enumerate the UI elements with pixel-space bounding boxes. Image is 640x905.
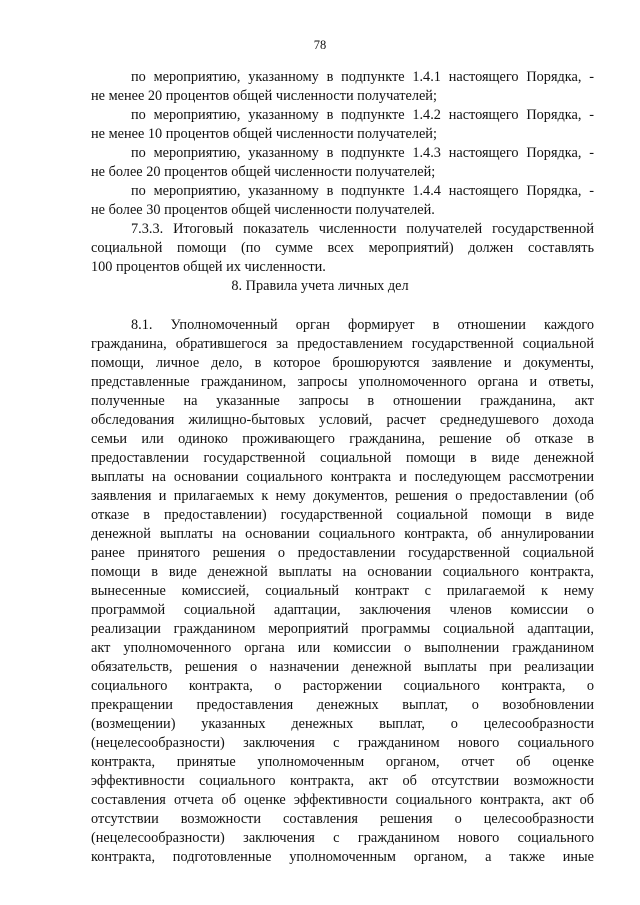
text-line: помощи, личное дело, в которое брошюруются заявление и документы, [91,355,594,371]
text-line: программой социальной адаптации, заключения членов комиссии о [91,602,594,618]
text-line: отказе в предоставлении) государственной социальной помощи в виде [91,507,594,523]
text-line: ранее принятого решения о предоставлении государственной социальной [91,545,594,561]
text-line: заявления и прилагаемых к нему документов, решения о предоставлении (об [91,488,594,504]
text-line: вынесенные комиссией, социальный контракт с прилагаемой к нему [91,583,594,599]
text-line: обследования жилищно-бытовых условий, расчет среднедушевого дохода [91,412,594,428]
text-line: гражданина, обратившегося за предоставлением государственной социальной [91,336,594,352]
text-line: по мероприятию, указанному в подпункте 1.4.3 настоящего Порядка, - [131,145,594,161]
text-line: акт уполномоченного органа или комиссии о выполнении гражданином [91,640,594,656]
text-line: 8.1. Уполномоченный орган формирует в отношении каждого [131,317,594,333]
text-line: по мероприятию, указанному в подпункте 1.4.2 настоящего Порядка, - [131,107,594,123]
text-line: семьи или одиноко проживающего гражданина, решение об отказе в [91,431,594,447]
text-line: (нецелесообразности) заключения с гражданином нового социального [91,735,594,751]
text-line: не более 30 процентов общей численности получателей. [91,202,435,218]
text-line: составления отчета об оценке эффективности социального контракта, акт об [91,792,594,808]
text-line: реализации гражданином мероприятий программы социальной адаптации, [91,621,594,637]
text-line: прекращении предоставления денежных выплат, о возобновлении [91,697,594,713]
text-line: денежной выплаты на основании социального контракта, об аннулировании [91,526,594,542]
text-line: 100 процентов общей их численности. [91,259,326,275]
text-line: (нецелесообразности) заключения с гражданином нового социального [91,830,594,846]
text-line: полученные на указанные запросы в отношении гражданина, акт [91,393,594,409]
text-line: помощи в виде денежной выплаты на основании социального контракта, [91,564,594,580]
text-line: контракта, подготовленные уполномоченным органом, а также иные [91,849,594,865]
text-line: не менее 20 процентов общей численности получателей; [91,88,437,104]
text-line: предоставлении государственной социальной помощи в виде денежной [91,450,594,466]
text-line: по мероприятию, указанному в подпункте 1.4.4 настоящего Порядка, - [131,183,594,199]
text-line: не более 20 процентов общей численности получателей; [91,164,436,180]
text-line: (возмещении) указанных денежных выплат, о целесообразности [91,716,594,732]
text-line: обязательств, решения о назначении денежной выплаты при реализации [91,659,594,675]
text-line: представленные гражданином, запросы уполномоченного органа и ответы, [91,374,594,390]
text-line: отсутствии возможности составления решения о целесообразности [91,811,594,827]
text-line: не менее 10 процентов общей численности получателей; [91,126,437,142]
section-heading: 8. Правила учета личных дел [231,278,409,294]
text-line: контракта, принятые уполномоченным органом, отчет об оценке [91,754,594,770]
page-number: 78 [313,38,327,52]
text-line: по мероприятию, указанному в подпункте 1.4.1 настоящего Порядка, - [131,69,594,85]
text-line: выплаты на основании социального контракта и последующем рассмотрении [91,469,594,485]
text-line: социального контракта, о расторжении социального контракта, о [91,678,594,694]
text-line: социальной помощи (по сумме всех мероприятий) должен составлять [91,240,594,256]
text-line: эффективности социального контракта, акт об отсутствии возможности [91,773,594,789]
text-line: 7.3.3. Итоговый показатель численности получателей государственной [131,221,594,237]
